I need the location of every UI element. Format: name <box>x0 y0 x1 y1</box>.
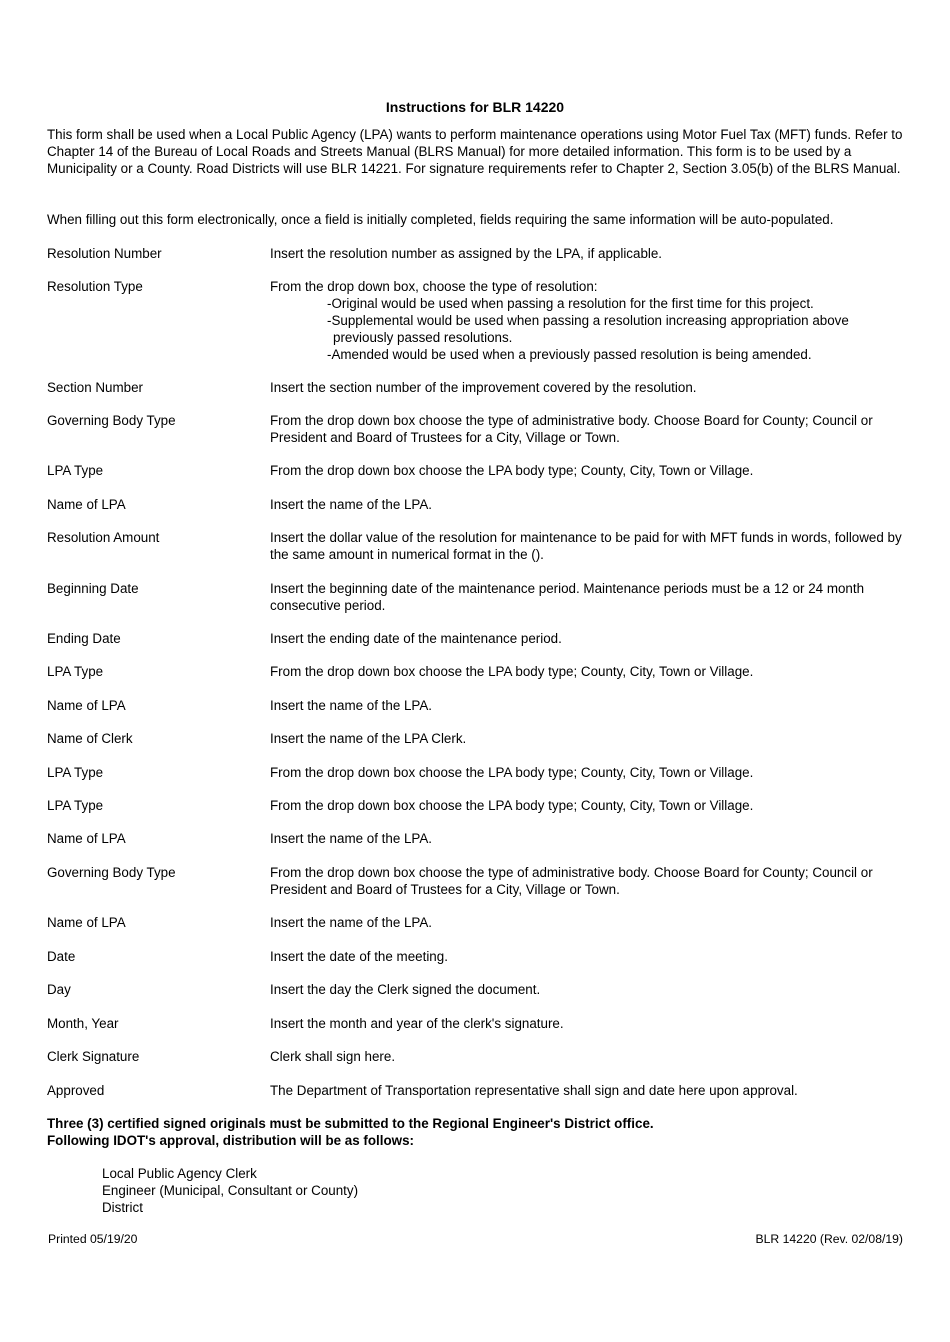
field-label: Date <box>47 949 76 964</box>
field-label: Name of LPA <box>47 831 126 846</box>
intro-paragraph <box>47 126 907 177</box>
field-description: Insert the resolution number as assigned by the LPA, if applicable. <box>270 246 663 261</box>
field-label: Name of LPA <box>47 497 126 512</box>
field-description: Insert the ending date of the maintenance period. <box>270 631 562 646</box>
field-label: Governing Body Type <box>47 865 176 880</box>
field-description: From the drop down box choose the LPA body type; County, City, Town or Village. <box>270 798 754 813</box>
field-description: From the drop down box choose the LPA body type; County, City, Town or Village. <box>270 664 754 679</box>
field-label: LPA Type <box>47 798 104 813</box>
field-description: From the drop down box choose the type of administrative body. Choose Board for County; Council or President and Board of Trustees for a City, Village or Town. <box>270 865 873 897</box>
field-label: Section Number <box>47 380 144 395</box>
field-description: Insert the name of the LPA. <box>270 698 433 713</box>
resolution-type-option: -Original would be used when passing a resolution for the first time for this project. <box>327 296 814 311</box>
field-label: Name of Clerk <box>47 731 133 746</box>
page-title: Instructions for BLR 14220 <box>385 99 565 115</box>
field-label: Name of LPA <box>47 915 126 930</box>
resolution-type-option: -Amended would be used when a previously passed resolution is being amended. <box>327 347 812 362</box>
field-description: Insert the day the Clerk signed the document. <box>270 982 541 997</box>
submission-notice-line: Three (3) certified signed originals must be submitted to the Regional Engineer's District office. <box>47 1116 654 1131</box>
field-description: From the drop down box choose the type of administrative body. Choose Board for County; Council or President and Board of Trustees for a City, Village or Town. <box>270 413 873 445</box>
field-description: Insert the dollar value of the resolution for maintenance to be paid for with MFT funds in words, followed by the same amount in numerical format in the (). <box>270 530 902 562</box>
field-label: Resolution Number <box>47 246 162 261</box>
resolution-type-option-continued: previously passed resolutions. <box>333 330 513 345</box>
field-label: Governing Body Type <box>47 413 176 428</box>
field-description: Insert the name of the LPA. <box>270 831 433 846</box>
field-label: LPA Type <box>47 664 104 679</box>
field-label: Month, Year <box>47 1016 119 1031</box>
field-label: Ending Date <box>47 631 121 646</box>
field-description: Insert the month and year of the clerk's signature. <box>270 1016 564 1031</box>
field-description: Insert the beginning date of the maintenance period. Maintenance periods must be a 12 or 24 month consecutive period. <box>270 581 865 613</box>
field-description: Insert the date of the meeting. <box>270 949 448 964</box>
field-description: From the drop down box choose the LPA body type; County, City, Town or Village. <box>270 463 754 478</box>
intro-note-text: When filling out this form electronically, once a field is initially completed, fields requiring the same information will be auto-populated. <box>47 212 834 227</box>
intro-text: This form shall be used when a Local Public Agency (LPA) wants to perform maintenance operations using Motor Fuel Tax (MFT) funds. Refer to Chapter 14 of the Bureau of Local Roads and Streets Manual (BLRS Manual) for more detailed information. This form is to be used by a Municipality or a County. Road Districts will use BLR 14221. For signature requirements refer to Chapter 2, Section 3.05(b) of the BLRS Manual. <box>47 127 903 176</box>
field-description: Clerk shall sign here. <box>270 1049 396 1064</box>
field-label: Approved <box>47 1083 105 1098</box>
form-revision: BLR 14220 (Rev. 02/08/19) <box>755 1232 903 1246</box>
field-description: From the drop down box choose the LPA body type; County, City, Town or Village. <box>270 765 754 780</box>
field-label: LPA Type <box>47 765 104 780</box>
distribution-item: Local Public Agency Clerk <box>102 1166 257 1181</box>
field-description: Insert the name of the LPA. <box>270 915 433 930</box>
intro-note <box>47 211 907 228</box>
field-label: LPA Type <box>47 463 104 478</box>
field-label: Clerk Signature <box>47 1049 140 1064</box>
field-label: Resolution Type <box>47 279 143 294</box>
printed-date: Printed 05/19/20 <box>48 1232 138 1246</box>
distribution-notice-line: Following IDOT's approval, distribution will be as follows: <box>47 1133 414 1148</box>
field-description: Insert the name of the LPA. <box>270 497 433 512</box>
distribution-item: District <box>102 1200 143 1215</box>
field-description-text: From the drop down box, choose the type of resolution: <box>270 279 598 294</box>
field-description <box>270 278 910 363</box>
field-label: Day <box>47 982 71 997</box>
field-description: Insert the name of the LPA Clerk. <box>270 731 467 746</box>
field-description: The Department of Transportation representative shall sign and date here upon approval. <box>270 1083 798 1098</box>
distribution-item: Engineer (Municipal, Consultant or County) <box>102 1183 359 1198</box>
field-description: Insert the section number of the improvement covered by the resolution. <box>270 380 697 395</box>
submission-notice <box>47 1115 907 1149</box>
distribution-list <box>102 1165 358 1216</box>
field-label: Resolution Amount <box>47 530 160 545</box>
field-label: Beginning Date <box>47 581 139 596</box>
resolution-type-option: -Supplemental would be used when passing a resolution increasing appropriation above <box>327 313 849 328</box>
field-label: Name of LPA <box>47 698 126 713</box>
